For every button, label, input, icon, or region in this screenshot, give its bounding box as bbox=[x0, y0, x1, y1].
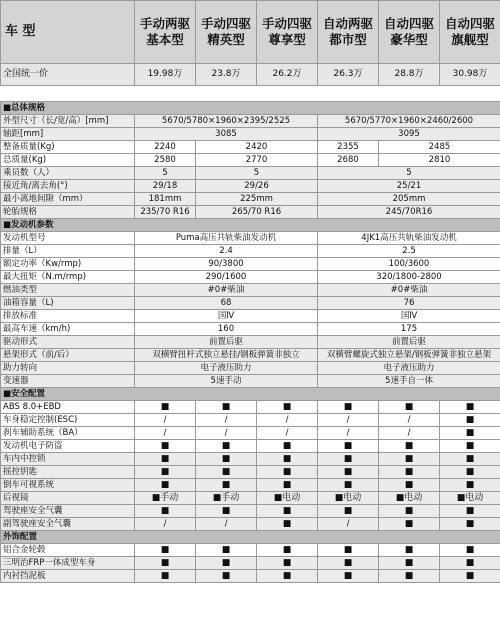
spec-value: 国Ⅳ bbox=[318, 310, 500, 323]
spec-row bbox=[1, 466, 500, 479]
spec-value: ■ bbox=[135, 557, 196, 570]
spec-value: #0#柴油 bbox=[135, 284, 318, 297]
spec-value: / bbox=[135, 414, 196, 427]
spec-value: / bbox=[135, 427, 196, 440]
spec-label: 接近角/离去角(°) bbox=[1, 180, 135, 193]
spec-value: 5 bbox=[135, 167, 196, 180]
section-title: ■发动机参数 bbox=[1, 219, 500, 232]
spec-value: 2240 bbox=[135, 141, 196, 154]
spec-value: 2355 bbox=[318, 141, 379, 154]
spec-row bbox=[1, 505, 500, 518]
spec-label: 外型尺寸（长/宽/高）[mm] bbox=[1, 115, 135, 128]
spec-value: ■ bbox=[318, 440, 379, 453]
section-title: ■安全配置 bbox=[1, 388, 500, 401]
spec-value: ■ bbox=[196, 544, 257, 557]
spec-row bbox=[1, 518, 500, 531]
model-header: 自动四驱 旗舰型 bbox=[440, 1, 500, 64]
spec-value: 3095 bbox=[318, 128, 500, 141]
price-value: 26.3万 bbox=[318, 64, 379, 86]
spec-row bbox=[1, 427, 500, 440]
spec-value: ■ bbox=[257, 453, 318, 466]
spec-value: 175 bbox=[318, 323, 500, 336]
price-value: 23.8万 bbox=[196, 64, 257, 86]
spec-row bbox=[1, 167, 500, 180]
spec-value: ■ bbox=[257, 518, 318, 531]
spec-value: ■ bbox=[318, 466, 379, 479]
spec-value: ■ bbox=[257, 401, 318, 414]
spec-label: 摇控钥匙 bbox=[1, 466, 135, 479]
spec-value: 国Ⅳ bbox=[135, 310, 318, 323]
spec-value: / bbox=[318, 518, 379, 531]
spec-value: 2580 bbox=[135, 154, 196, 167]
spec-value: ■ bbox=[196, 401, 257, 414]
spec-row bbox=[1, 570, 500, 583]
header-row bbox=[1, 1, 500, 64]
spec-value: ■ bbox=[379, 557, 440, 570]
spec-value: ■ bbox=[196, 440, 257, 453]
spec-label: 后视镜 bbox=[1, 492, 135, 505]
spec-value: ■电动 bbox=[318, 492, 379, 505]
spec-value: ■ bbox=[440, 440, 500, 453]
spec-row bbox=[1, 453, 500, 466]
spec-value: ■ bbox=[379, 401, 440, 414]
spec-value: 5 bbox=[196, 167, 318, 180]
spec-row bbox=[1, 258, 500, 271]
spec-value: ■电动 bbox=[440, 492, 500, 505]
spec-label: 驾驶座安全气囊 bbox=[1, 505, 135, 518]
spec-label: 排量（L） bbox=[1, 245, 135, 258]
spec-row bbox=[1, 206, 500, 219]
spec-row bbox=[1, 180, 500, 193]
spec-value: ■ bbox=[135, 505, 196, 518]
spec-value: ■ bbox=[440, 401, 500, 414]
spec-value: ■ bbox=[440, 505, 500, 518]
spec-value: 2.5 bbox=[318, 245, 500, 258]
spec-value: ■ bbox=[318, 505, 379, 518]
spec-value: ■ bbox=[440, 570, 500, 583]
spec-value: ■ bbox=[318, 570, 379, 583]
spec-value: ■ bbox=[440, 479, 500, 492]
spec-value: 245/70R16 bbox=[318, 206, 500, 219]
spec-value: 320/1800-2800 bbox=[318, 271, 500, 284]
spec-value: 29/18 bbox=[135, 180, 196, 193]
spec-value: 5670/5770×1960×2460/2600 bbox=[318, 115, 500, 128]
spec-value: ■ bbox=[379, 505, 440, 518]
spec-label: 发动机电子防盗 bbox=[1, 440, 135, 453]
spec-row bbox=[1, 193, 500, 206]
spec-label: 助力转向 bbox=[1, 362, 135, 375]
section-header bbox=[1, 219, 500, 232]
spec-value: ■ bbox=[318, 401, 379, 414]
spec-row bbox=[1, 128, 500, 141]
spec-value: ■ bbox=[257, 440, 318, 453]
spec-label: 车身稳定控制(ESC) bbox=[1, 414, 135, 427]
spec-value: ■ bbox=[440, 518, 500, 531]
spec-row bbox=[1, 310, 500, 323]
section-title: 外饰配置 bbox=[1, 531, 500, 544]
spec-value: / bbox=[318, 427, 379, 440]
spec-value: ■ bbox=[196, 570, 257, 583]
spec-value: #0#柴油 bbox=[318, 284, 500, 297]
spec-row bbox=[1, 362, 500, 375]
spec-label: 刹车辅助系统（BA） bbox=[1, 427, 135, 440]
spec-label: 油箱容量（L) bbox=[1, 297, 135, 310]
spec-value: ■ bbox=[135, 544, 196, 557]
spec-value: ■ bbox=[318, 479, 379, 492]
spec-label: 燃油类型 bbox=[1, 284, 135, 297]
spec-value: ■ bbox=[440, 414, 500, 427]
spec-value: 5 bbox=[318, 167, 500, 180]
spec-value: / bbox=[196, 518, 257, 531]
spec-value: / bbox=[196, 427, 257, 440]
spec-value: / bbox=[257, 414, 318, 427]
spec-value: 前置后驱 bbox=[318, 336, 500, 349]
spec-row bbox=[1, 232, 500, 245]
spec-row bbox=[1, 297, 500, 310]
spec-label: 车内中控锁 bbox=[1, 453, 135, 466]
spec-value: 5速手动 bbox=[135, 375, 318, 388]
spec-row bbox=[1, 492, 500, 505]
spec-value: ■电动 bbox=[379, 492, 440, 505]
spec-label: 整备质量(Kg) bbox=[1, 141, 135, 154]
spec-value: ■ bbox=[440, 427, 500, 440]
spec-value: / bbox=[318, 414, 379, 427]
spec-row bbox=[1, 154, 500, 167]
spec-value: ■ bbox=[135, 570, 196, 583]
spec-value: / bbox=[257, 427, 318, 440]
spec-value: ■ bbox=[257, 505, 318, 518]
spec-row bbox=[1, 544, 500, 557]
spec-value: 5速手自一体 bbox=[318, 375, 500, 388]
spec-value: ■ bbox=[135, 401, 196, 414]
model-header: 手动两驱 基本型 bbox=[135, 1, 196, 64]
spec-value: ■手动 bbox=[135, 492, 196, 505]
spec-label: 变速器 bbox=[1, 375, 135, 388]
spec-row bbox=[1, 440, 500, 453]
price-value: 28.8万 bbox=[379, 64, 440, 86]
spec-value: ■ bbox=[196, 557, 257, 570]
spec-label: 发动机型号 bbox=[1, 232, 135, 245]
spec-value: 电子液压助力 bbox=[318, 362, 500, 375]
spec-value: 5670/5780×1960×2395/2525 bbox=[135, 115, 318, 128]
spec-value: ■ bbox=[196, 453, 257, 466]
spec-value: ■ bbox=[440, 453, 500, 466]
price-value: 19.98万 bbox=[135, 64, 196, 86]
spec-value: / bbox=[379, 414, 440, 427]
spec-value: ■ bbox=[440, 544, 500, 557]
price-row bbox=[1, 64, 500, 86]
spec-row bbox=[1, 336, 500, 349]
spec-value: 235/70 R16 bbox=[135, 206, 196, 219]
spec-value: 25/21 bbox=[318, 180, 500, 193]
spec-value: ■ bbox=[318, 557, 379, 570]
spec-label: 内衬挡泥板 bbox=[1, 570, 135, 583]
spec-value: ■ bbox=[379, 544, 440, 557]
spec-label: 三明治FRP一体成型车身 bbox=[1, 557, 135, 570]
spec-value: 68 bbox=[135, 297, 318, 310]
spec-value: 2.4 bbox=[135, 245, 318, 258]
spec-row bbox=[1, 271, 500, 284]
spacer bbox=[1, 86, 500, 102]
spec-label: 最大扭矩（N.m/rmp) bbox=[1, 271, 135, 284]
price-value: 30.98万 bbox=[440, 64, 500, 86]
spec-value: 29/26 bbox=[196, 180, 318, 193]
spec-value: / bbox=[135, 518, 196, 531]
spec-value: ■ bbox=[257, 466, 318, 479]
spec-label: 副驾驶座安全气囊 bbox=[1, 518, 135, 531]
spec-value: ■ bbox=[440, 466, 500, 479]
spec-value: 2680 bbox=[318, 154, 379, 167]
spec-value: ■ bbox=[196, 466, 257, 479]
spec-value: 100/3600 bbox=[318, 258, 500, 271]
spec-value: ■ bbox=[318, 453, 379, 466]
spacer-row bbox=[1, 86, 500, 102]
spec-value: 电子液压助力 bbox=[135, 362, 318, 375]
spec-value: 2810 bbox=[379, 154, 500, 167]
spec-value: ■ bbox=[379, 466, 440, 479]
section-header bbox=[1, 388, 500, 401]
spec-value: 4JK1高压共轨柴油发动机 bbox=[318, 232, 500, 245]
spec-value: / bbox=[379, 427, 440, 440]
model-header: 手动四驱 精英型 bbox=[196, 1, 257, 64]
spec-value: ■ bbox=[257, 544, 318, 557]
spec-row bbox=[1, 557, 500, 570]
spec-label: 轮胎规格 bbox=[1, 206, 135, 219]
price-label: 全国统一价 bbox=[1, 64, 135, 86]
model-header: 自动四驱 豪华型 bbox=[379, 1, 440, 64]
spec-value: 双横臂扭杆式独立悬挂/钢板弹簧非独立 bbox=[135, 349, 318, 362]
spec-value: ■ bbox=[135, 453, 196, 466]
spec-row bbox=[1, 115, 500, 128]
spec-value: ■ bbox=[379, 453, 440, 466]
spec-value: ■ bbox=[257, 570, 318, 583]
spec-value: ■ bbox=[135, 479, 196, 492]
spec-value: ■ bbox=[379, 570, 440, 583]
spec-value: 2420 bbox=[196, 141, 318, 154]
spec-value: 225mm bbox=[196, 193, 318, 206]
section-header bbox=[1, 102, 500, 115]
spec-value: 前置后驱 bbox=[135, 336, 318, 349]
spec-value: ■ bbox=[379, 518, 440, 531]
header-label: 车 型 bbox=[1, 1, 135, 64]
spec-row bbox=[1, 401, 500, 414]
spec-value: 160 bbox=[135, 323, 318, 336]
model-header: 手动四驱 尊享型 bbox=[257, 1, 318, 64]
spec-label: 最小离地间隙（mm） bbox=[1, 193, 135, 206]
spec-value: ■ bbox=[135, 466, 196, 479]
spec-row bbox=[1, 284, 500, 297]
spec-value: ■ bbox=[318, 544, 379, 557]
spec-row bbox=[1, 349, 500, 362]
spec-label: 悬架形式（前/后） bbox=[1, 349, 135, 362]
spec-value: 265/70 R16 bbox=[196, 206, 318, 219]
spec-label: ABS 8.0+EBD bbox=[1, 401, 135, 414]
spec-row bbox=[1, 479, 500, 492]
spec-value: ■ bbox=[379, 440, 440, 453]
spec-value: ■ bbox=[440, 557, 500, 570]
spec-row bbox=[1, 375, 500, 388]
spec-value: ■ bbox=[196, 479, 257, 492]
spec-value: 2485 bbox=[379, 141, 500, 154]
model-header: 自动两驱 都市型 bbox=[318, 1, 379, 64]
spec-label: 额定功率（Kw/rmp) bbox=[1, 258, 135, 271]
spec-value: ■电动 bbox=[257, 492, 318, 505]
spec-row bbox=[1, 323, 500, 336]
spec-value: 181mm bbox=[135, 193, 196, 206]
spec-label: 驱动形式 bbox=[1, 336, 135, 349]
spec-value: ■ bbox=[257, 557, 318, 570]
spec-value: ■ bbox=[196, 505, 257, 518]
section-title: ■总体规格 bbox=[1, 102, 500, 115]
spec-value: 205mm bbox=[318, 193, 500, 206]
spec-value: 90/3800 bbox=[135, 258, 318, 271]
spec-value: ■ bbox=[135, 440, 196, 453]
spec-label: 铝合金轮毂 bbox=[1, 544, 135, 557]
spec-label: 乘员数（人） bbox=[1, 167, 135, 180]
spec-value: ■ bbox=[379, 479, 440, 492]
section-header bbox=[1, 531, 500, 544]
spec-label: 轴距[mm] bbox=[1, 128, 135, 141]
spec-value: ■ bbox=[257, 479, 318, 492]
spec-label: 最高车速（km/h) bbox=[1, 323, 135, 336]
spec-row bbox=[1, 141, 500, 154]
spec-row bbox=[1, 414, 500, 427]
spec-value: 290/1600 bbox=[135, 271, 318, 284]
spec-row bbox=[1, 245, 500, 258]
spec-label: 总质量(Kg) bbox=[1, 154, 135, 167]
spec-value: Puma高压共轨柴油发动机 bbox=[135, 232, 318, 245]
spec-value: 双横臂螺旋式独立悬架/钢板弹簧非独立悬架 bbox=[318, 349, 500, 362]
spec-label: 倒车可视系统 bbox=[1, 479, 135, 492]
spec-value: 3085 bbox=[135, 128, 318, 141]
spec-value: 76 bbox=[318, 297, 500, 310]
price-value: 26.2万 bbox=[257, 64, 318, 86]
spec-value: 2770 bbox=[196, 154, 318, 167]
spec-value: / bbox=[196, 414, 257, 427]
spec-label: 排放标准 bbox=[1, 310, 135, 323]
spec-value: ■手动 bbox=[196, 492, 257, 505]
